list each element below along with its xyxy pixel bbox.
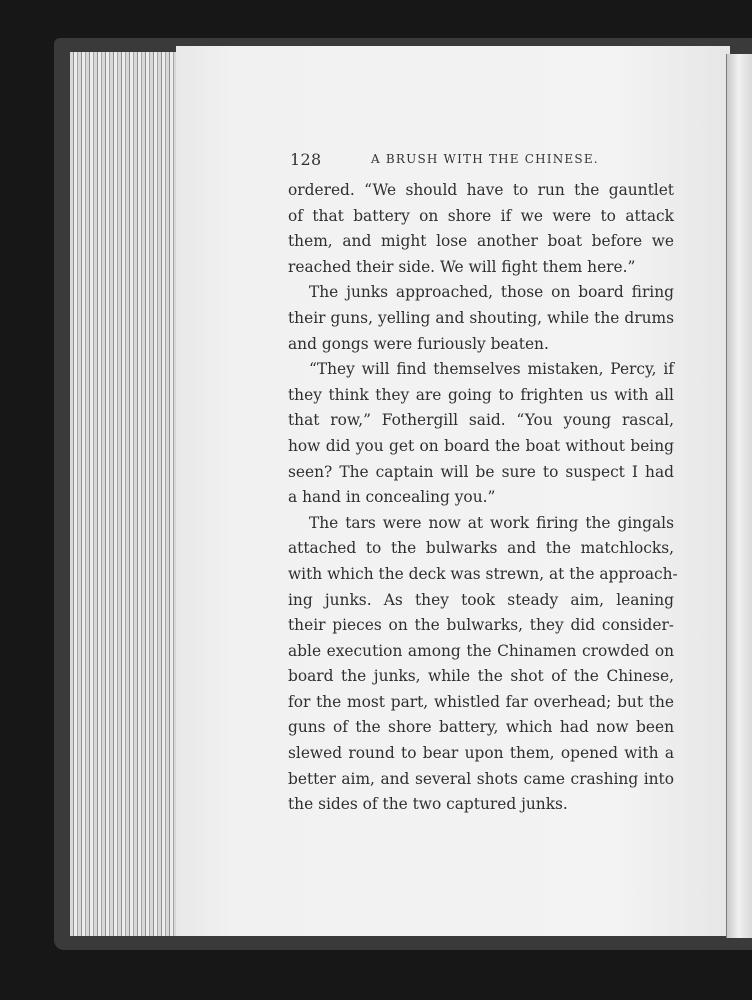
- text-line: The tars were now at work firing the gingals: [309, 513, 674, 532]
- text-line: guns of the shore battery, which had now been: [288, 718, 674, 737]
- text-line: their guns, yelling and shouting, while the drums: [288, 308, 674, 327]
- text-line: slewed round to bear upon them, opened with a: [288, 744, 674, 763]
- paragraph: [288, 178, 674, 280]
- text-line: that row,” Fothergill said. “You young rascal,: [288, 411, 674, 430]
- page-number: 128: [290, 150, 322, 169]
- text-line: for the most part, whistled far overhead; but the: [288, 692, 674, 711]
- text-line: the sides of the two captured junks.: [288, 795, 568, 814]
- text-line: ordered. “We should have to run the gauntlet: [288, 181, 674, 199]
- text-line: how did you get on board the boat without being: [288, 436, 674, 455]
- text-line: of that battery on shore if we were to attack: [288, 206, 674, 225]
- text-line: able execution among the Chinamen crowded on: [288, 641, 674, 660]
- text-line: ing junks. As they took steady aim, leaning: [288, 590, 674, 609]
- paragraph: [288, 280, 674, 357]
- text-line: The junks approached, those on board firing: [309, 283, 674, 302]
- text-line: “They will find themselves mistaken, Percy, if: [309, 360, 674, 379]
- text-line: their pieces on the bulwarks, they did consider-: [288, 616, 674, 635]
- text-line: better aim, and several shots came crashing into: [288, 769, 674, 788]
- paragraph: [288, 357, 674, 511]
- paragraph: [288, 511, 678, 818]
- text-line: board the junks, while the shot of the Chinese,: [288, 667, 674, 686]
- running-head: A BRUSH WITH THE CHINESE.: [371, 152, 599, 166]
- text-line: attached to the bulwarks and the matchlocks,: [288, 539, 674, 558]
- text-line: a hand in concealing you.”: [288, 488, 496, 507]
- text-line: seen? The captain will be sure to suspect I had: [288, 462, 674, 481]
- facing-page-edge: [726, 54, 752, 938]
- text-line: with which the deck was strewn, at the approach-: [288, 564, 678, 583]
- page-header: [290, 150, 680, 174]
- body-text: [288, 178, 678, 818]
- text-line: them, and might lose another boat before we: [288, 232, 674, 251]
- text-line: reached their side. We will fight them here.”: [288, 257, 636, 276]
- page-edges: [70, 52, 182, 936]
- text-line: and gongs were furiously beaten.: [288, 334, 549, 353]
- text-line: they think they are going to frighten us with all: [288, 385, 674, 404]
